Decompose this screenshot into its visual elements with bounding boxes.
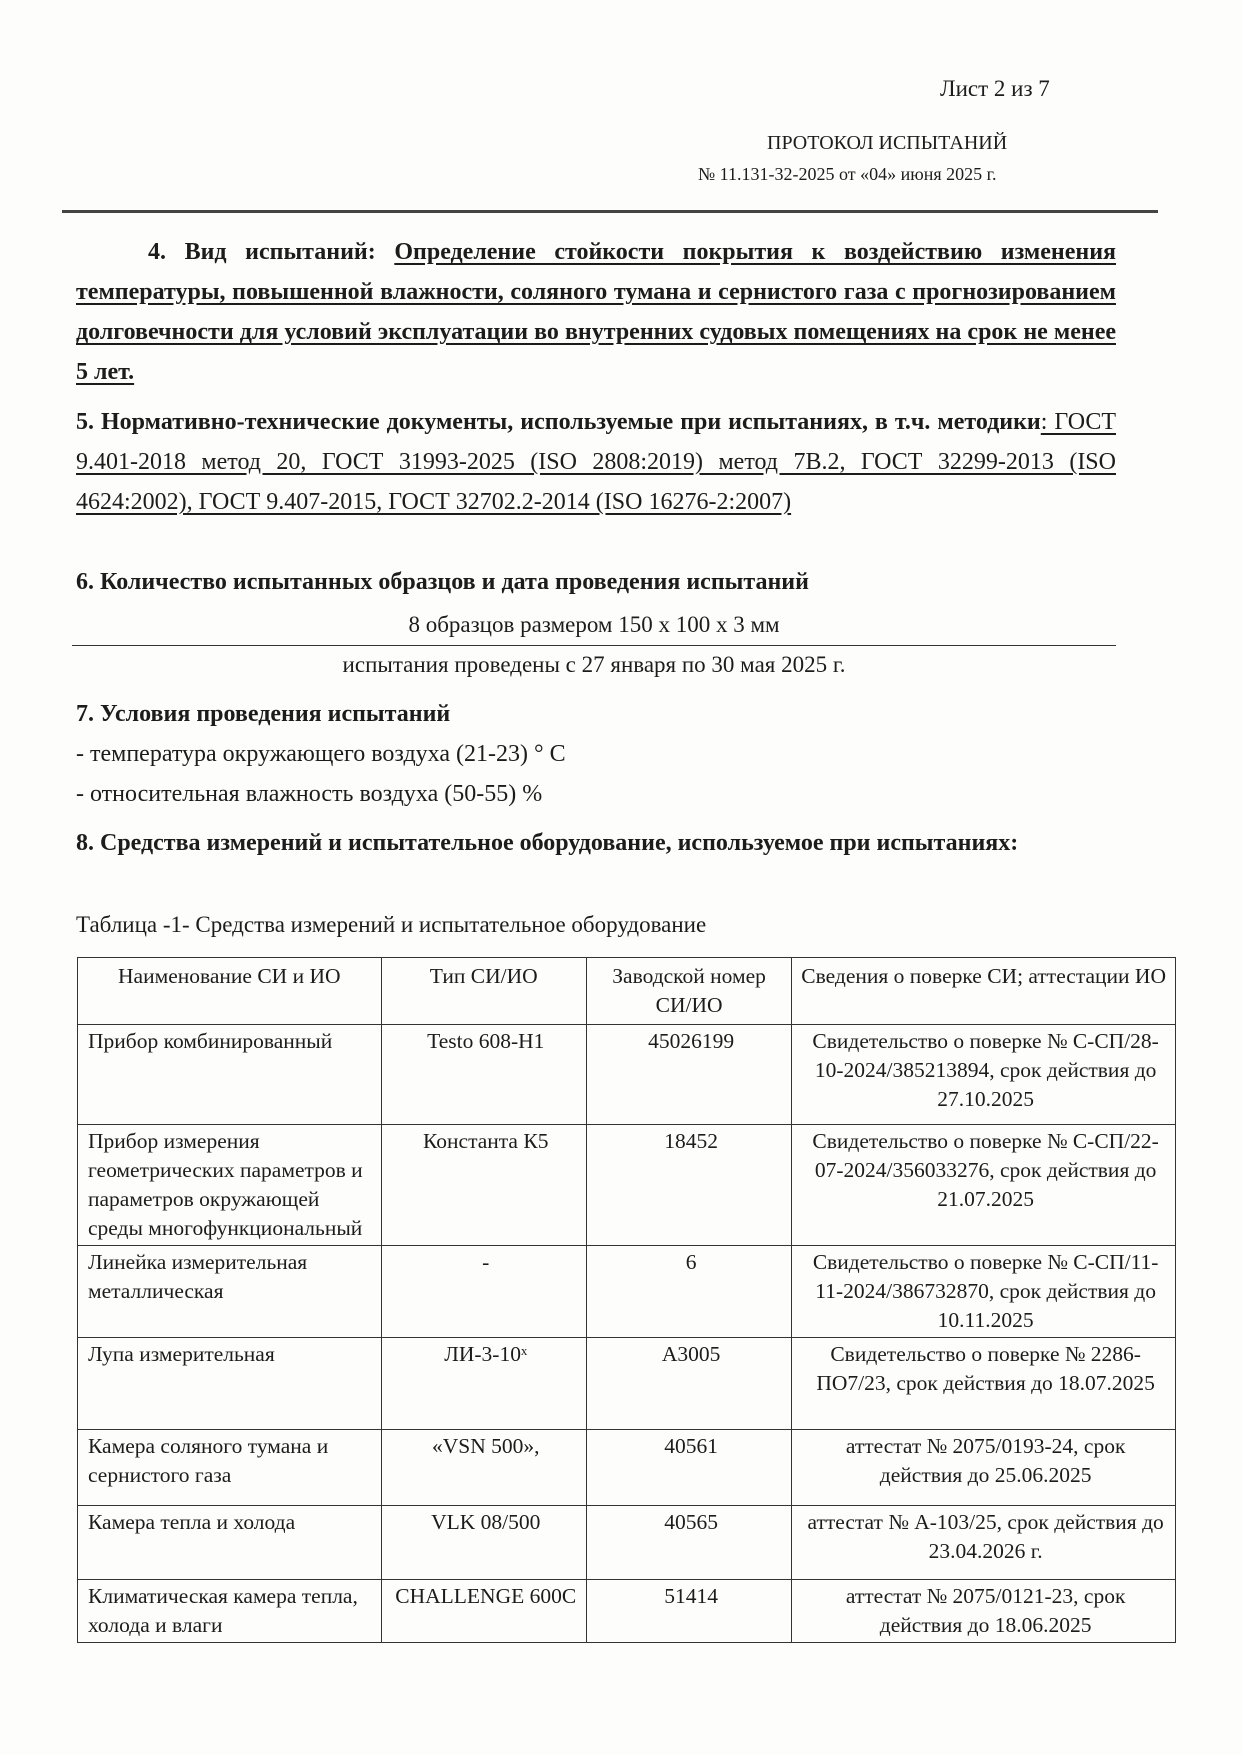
- section-4-text: Определение стойкости покрытия к воздействию изменения температуры, повышенной влажности, соляного тумана и сернистого газа с прогнозированием долговечности для условий эксплуатации во внутренних судовых помещениях на срок не менее 5 лет.: [76, 239, 1117, 385]
- cell-serial: 45026199: [586, 1025, 791, 1125]
- header-name: Наименование СИ и ИО: [78, 958, 382, 1025]
- cell-type: VLK 08/500: [381, 1506, 586, 1580]
- section-7: [76, 694, 1116, 814]
- section-4-label: 4. Вид испытаний:: [148, 239, 376, 265]
- cell-name: Камера соляного тумана и сернистого газа: [78, 1430, 382, 1506]
- table-row: [78, 1125, 1176, 1246]
- section-8-label: 8. Средства измерений и испытательное оборудование, используемое при испытаниях:: [76, 830, 1019, 856]
- table-row: [78, 1430, 1176, 1506]
- cell-serial: А3005: [586, 1338, 791, 1430]
- samples-underline: [72, 645, 1116, 646]
- cell-name: Прибор измерения геометрических параметров и параметров окружающей среды многофункциональный: [78, 1125, 382, 1246]
- test-dates-line: испытания проведены с 27 января по 30 мая 2025 г.: [342, 652, 846, 677]
- header-type: Тип СИ/ИО: [381, 958, 586, 1025]
- section-5-text: : ГОСТ 9.401-2018 метод 20, ГОСТ 31993-2025 (ISO 2808:2019) метод 7В.2, ГОСТ 32299-2013 (ISO 4624:2002), ГОСТ 9.407-2015, ГОСТ 32702.2-2014 (ISO 16276-2:2007): [76, 409, 1116, 515]
- cell-serial: 40561: [586, 1430, 791, 1506]
- cell-type: -: [381, 1246, 586, 1338]
- cell-name: Линейка измерительная металлическая: [78, 1246, 382, 1338]
- cell-verification: аттестат № 2075/0121-23, срок действия до 18.06.2025: [792, 1580, 1176, 1643]
- table-row: [78, 1246, 1176, 1338]
- table-header-row: [78, 958, 1176, 1025]
- samples-line: 8 образцов размером 150 х 100 х 3 мм: [408, 612, 780, 637]
- protocol-number: № 11.131-32-2025 от «04» июня 2025 г.: [698, 164, 997, 184]
- table-row: [78, 1025, 1176, 1125]
- table-row: [78, 1338, 1176, 1430]
- protocol-title: ПРОТОКОЛ ИСПЫТАНИЙ: [767, 132, 1008, 154]
- section-5: [76, 402, 1116, 522]
- cell-name: Камера тепла и холода: [78, 1506, 382, 1580]
- condition-temperature: - температура окружающего воздуха (21-23) ° С: [76, 741, 566, 767]
- cell-type: ЛИ-3-10ˣ: [381, 1338, 586, 1430]
- condition-humidity: - относительная влажность воздуха (50-55) %: [76, 781, 543, 807]
- cell-verification: Свидетельство о поверке № С-СП/28-10-2024/385213894, срок действия до 27.10.2025: [792, 1025, 1176, 1125]
- cell-name: Климатическая камера тепла, холода и влаги: [78, 1580, 382, 1643]
- equipment-table: [77, 957, 1176, 1643]
- cell-serial: 40565: [586, 1506, 791, 1580]
- header-verification: Сведения о поверке СИ; аттестации ИО: [792, 958, 1176, 1025]
- cell-verification: аттестат № А-103/25, срок действия до 23.04.2026 г.: [792, 1506, 1176, 1580]
- cell-verification: Свидетельство о поверке № 2286-ПО7/23, срок действия до 18.07.2025: [792, 1338, 1176, 1430]
- table-row: [78, 1506, 1176, 1580]
- section-6-label: 6. Количество испытанных образцов и дата проведения испытаний: [76, 569, 809, 595]
- cell-type: CHALLENGE 600C: [381, 1580, 586, 1643]
- cell-name: Прибор комбинированный: [78, 1025, 382, 1125]
- sheet-number: Лист 2 из 7: [940, 76, 1050, 101]
- cell-verification: Свидетельство о поверке № С-СП/11-11-2024/386732870, срок действия до 10.11.2025: [792, 1246, 1176, 1338]
- table-caption: Таблица -1- Средства измерений и испытательное оборудование: [76, 912, 707, 937]
- section-7-label: 7. Условия проведения испытаний: [76, 701, 451, 727]
- cell-type: «VSN 500»,: [381, 1430, 586, 1506]
- section-4: [76, 232, 1116, 392]
- cell-verification: Свидетельство о поверке № С-СП/22-07-2024/356033276, срок действия до 21.07.2025: [792, 1125, 1176, 1246]
- cell-serial: 51414: [586, 1580, 791, 1643]
- cell-type: Константа К5: [381, 1125, 586, 1246]
- cell-verification: аттестат № 2075/0193-24, срок действия до 25.06.2025: [792, 1430, 1176, 1506]
- table-row: [78, 1580, 1176, 1643]
- section-5-label: 5. Нормативно-технические документы, используемые при испытаниях, в т.ч. методики: [76, 409, 1041, 435]
- header-serial: Заводской номер СИ/ИО: [586, 958, 791, 1025]
- cell-serial: 18452: [586, 1125, 791, 1246]
- cell-name: Лупа измерительная: [78, 1338, 382, 1430]
- cell-serial: 6: [586, 1246, 791, 1338]
- header-rule: [62, 210, 1158, 213]
- cell-type: Testo 608-H1: [381, 1025, 586, 1125]
